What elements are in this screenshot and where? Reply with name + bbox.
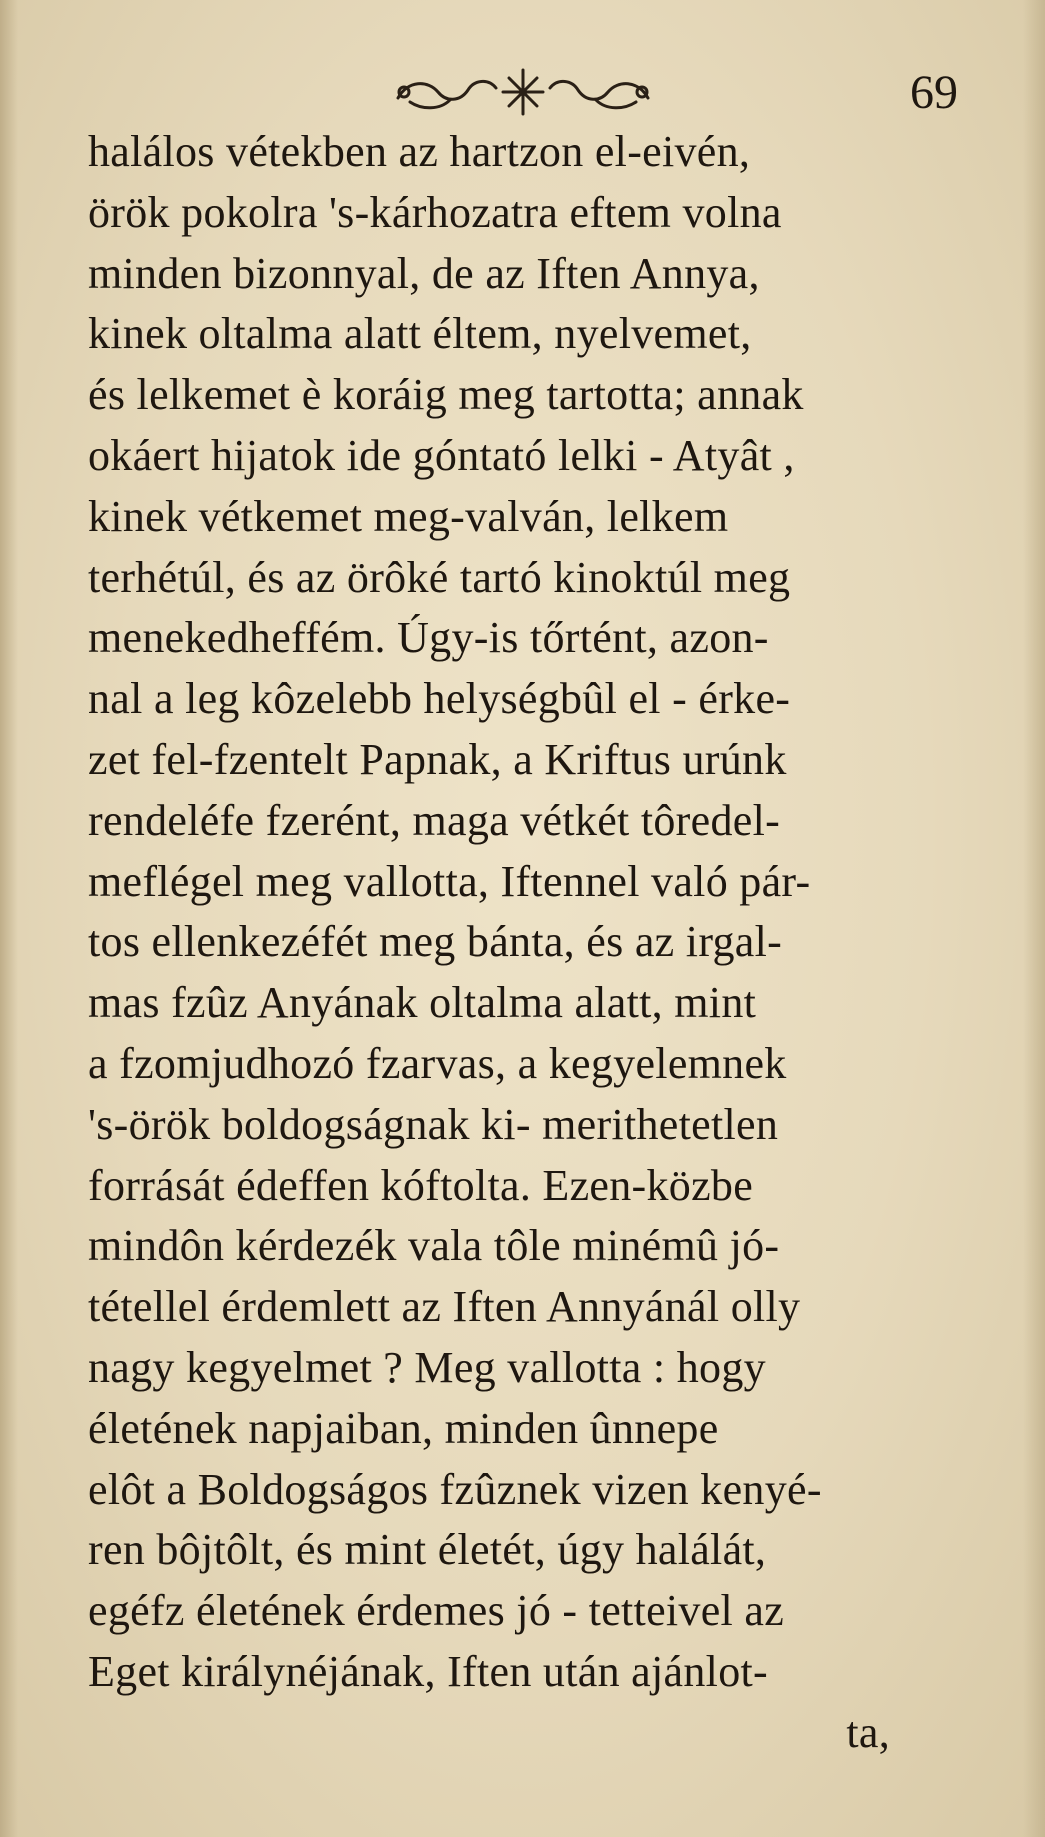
- text-line: terhétúl, és az örôké tartó kinoktúl meg: [88, 552, 791, 602]
- text-line: és lelkemet è koráig meg tartotta; annak: [88, 370, 804, 420]
- text-line: Eget királynéjának, Iften után ajánlot-: [88, 1646, 768, 1696]
- page-number: 69: [910, 66, 958, 119]
- catchword: ta,: [846, 1707, 890, 1757]
- page-header: [88, 62, 958, 122]
- text-line: tos ellenkezéfét meg bánta, és az irgal-: [88, 917, 783, 967]
- text-line: forrását édeffen kóftolta. Ezen-közbe: [88, 1160, 754, 1210]
- text-line: kinek vétkemet meg-valván, lelkem: [88, 491, 729, 541]
- text-line: nagy kegyelmet ? Meg vallotta : hogy: [88, 1342, 766, 1392]
- body-text: [88, 122, 968, 1764]
- text-line: egéfz életének érdemes jó - tetteivel az: [88, 1586, 785, 1636]
- text-line: életének napjaiban, minden ûnnepe: [88, 1403, 719, 1453]
- text-line: halálos vétekben az hartzon el-eivén,: [88, 127, 751, 176]
- ornament-icon: [388, 62, 658, 122]
- text-line: minden bizonnyal, de az Iften Annya,: [88, 248, 760, 298]
- text-line: rendeléfe fzerént, maga vétkét tôredel-: [88, 795, 781, 845]
- text-line: a fzomjudhozó fzarvas, a kegyelemnek: [88, 1038, 787, 1088]
- text-line: okáert hijatok ide góntató lelki - Atyât ,: [88, 430, 795, 480]
- text-line: örök pokolra 's-kárhozatra eftem volna: [88, 187, 782, 237]
- text-line: mas fzûz Anyának oltalma alatt, mint: [88, 978, 757, 1028]
- text-line: meflégel meg vallotta, Iftennel való pár-: [88, 856, 811, 906]
- text-line: elôt a Boldogságos fzûznek vizen kenyé-: [88, 1464, 822, 1514]
- text-line: nal a leg kôzelebb helységbûl el - érke-: [88, 674, 791, 724]
- text-line: zet fel-fzentelt Papnak, a Kriftus urúnk: [88, 734, 787, 784]
- text-line: menekedheffém. Úgy-is tőrtént, azon-: [88, 613, 769, 663]
- text-line: tétellel érdemlett az Iften Annyánál olly: [88, 1282, 801, 1332]
- text-line: mindôn kérdezék vala tôle minémû jó-: [88, 1221, 780, 1271]
- text-line: 's-örök boldogságnak ki- merithetetlen: [88, 1099, 779, 1149]
- text-line: ren bôjtôlt, és mint életét, úgy halálát,: [88, 1525, 767, 1575]
- text-line: kinek oltalma alatt éltem, nyelvemet,: [88, 309, 752, 359]
